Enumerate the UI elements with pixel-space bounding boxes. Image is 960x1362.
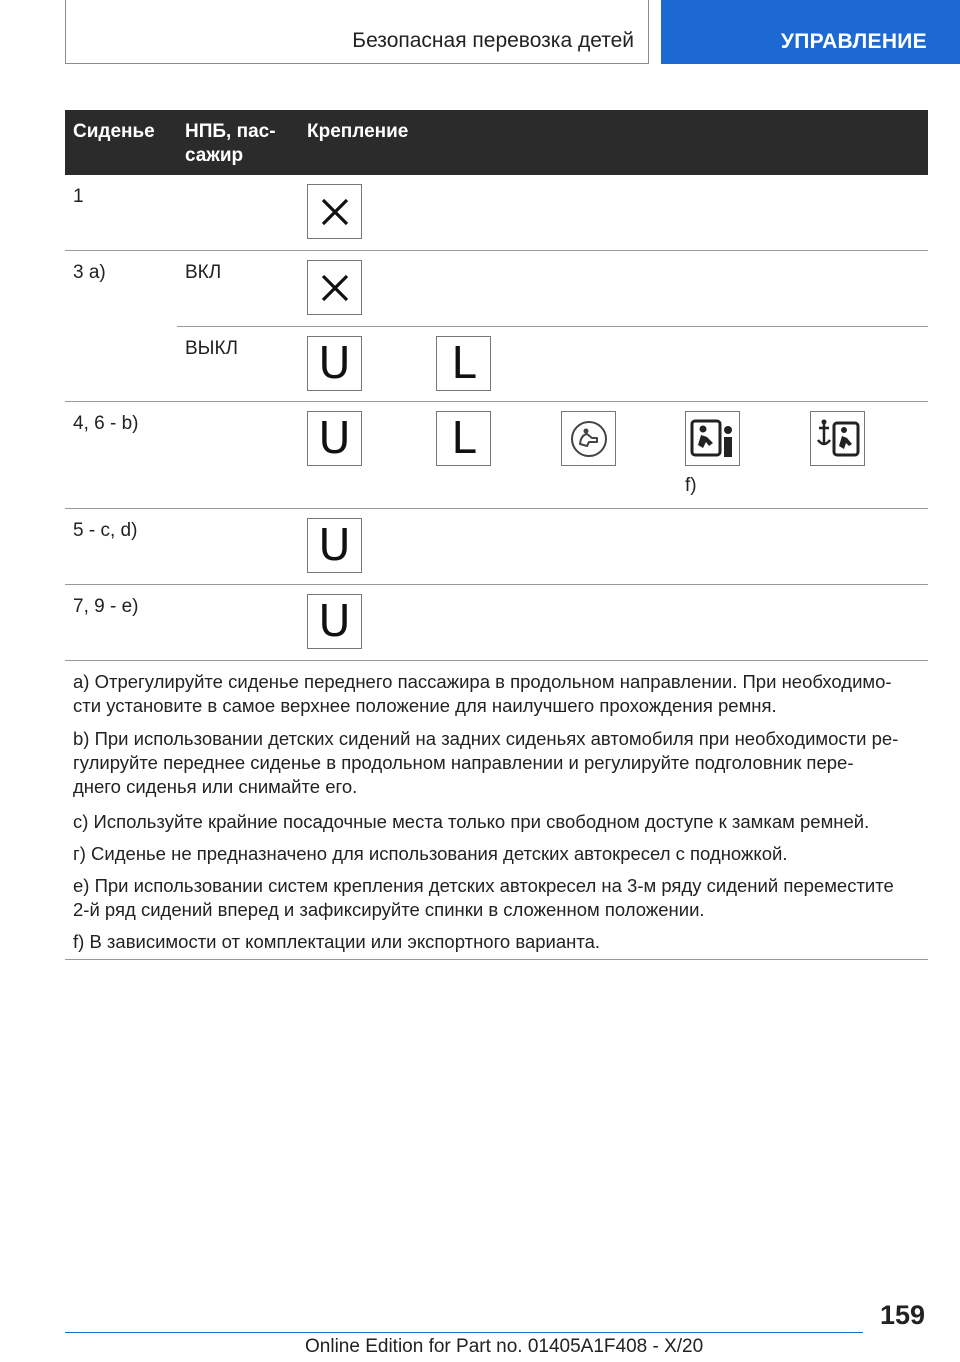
semi-universal-l-icon: L — [436, 336, 491, 391]
sub-row-divider — [177, 326, 928, 327]
anchor-seat-icon — [810, 411, 865, 466]
footer-line — [65, 1332, 863, 1333]
footnote-a: a) Отрегулируйте сиденье переднего пассажира в продольном направлении. При необходимо- сти установите в самое верхнее положение для наилучшего прохождения ремня. — [73, 671, 892, 716]
seat-cell: 5 - c, d) — [73, 520, 138, 541]
footnote-b: b) При использовании детских сидений на задних сиденьях автомобиля при необходимости ре- гулируйте переднее сиденье в продольном направлении и регулируйте подголовник пере- днего сиденья или снимайте его. — [73, 728, 899, 797]
table-row — [65, 509, 928, 585]
footnote-f: f) В зависимости от комплектации или экспортного варианта. — [73, 931, 601, 952]
seat-cell: 7, 9 - e) — [73, 596, 139, 617]
universal-u-icon: U — [307, 411, 362, 466]
table-header — [65, 110, 928, 175]
table-row — [65, 175, 928, 251]
chapter-tab-text: УПРАВЛЕНИЕ — [780, 30, 927, 53]
edition-text: Online Edition for Part no. 01405A1F408 - X/20 — [305, 1336, 704, 1357]
section-title — [65, 0, 649, 64]
i-size-seat-icon — [685, 411, 740, 466]
header-airbag: НПБ, пас- сажир — [185, 121, 276, 166]
table-row — [65, 251, 928, 402]
chapter-tab[interactable] — [661, 0, 960, 64]
universal-u-icon: U — [307, 336, 362, 391]
page-number: 159 — [879, 1300, 925, 1330]
footnote-d: г) Сиденье не предназначено для использования детских автокресел с подножкой. — [73, 843, 788, 864]
seat-cell: 3 a) — [73, 262, 106, 283]
semi-universal-l-icon: L — [436, 411, 491, 466]
cross-icon — [307, 260, 362, 315]
airbag-cell: ВКЛ — [185, 262, 222, 283]
cross-icon — [307, 184, 362, 239]
footnotes-divider — [65, 959, 928, 960]
child-seat-table — [65, 110, 928, 661]
isofix-seat-icon — [561, 411, 616, 466]
header-mounting: Крепление — [307, 121, 409, 142]
footnote-c: c) Используйте крайние посадочные места только при свободном доступе к замкам ремней. — [73, 811, 870, 832]
seat-cell: 4, 6 - b) — [73, 413, 139, 434]
header-seat: Сиденье — [73, 121, 155, 142]
footnote-ref: f) — [685, 475, 697, 496]
universal-u-icon: U — [307, 594, 362, 649]
universal-u-icon: U — [307, 518, 362, 573]
seat-cell: 1 — [73, 186, 84, 207]
table-row — [65, 585, 928, 661]
airbag-cell: ВЫКЛ — [185, 338, 239, 359]
footnote-e: e) При использовании систем крепления детских автокресел на 3-м ряду сидений переместите 2-й ряд сидений вперед и зафиксируйте спинки в сложенном положении. — [73, 875, 894, 920]
table-row — [65, 402, 928, 509]
section-title-text: Безопасная перевозка детей — [352, 29, 634, 52]
